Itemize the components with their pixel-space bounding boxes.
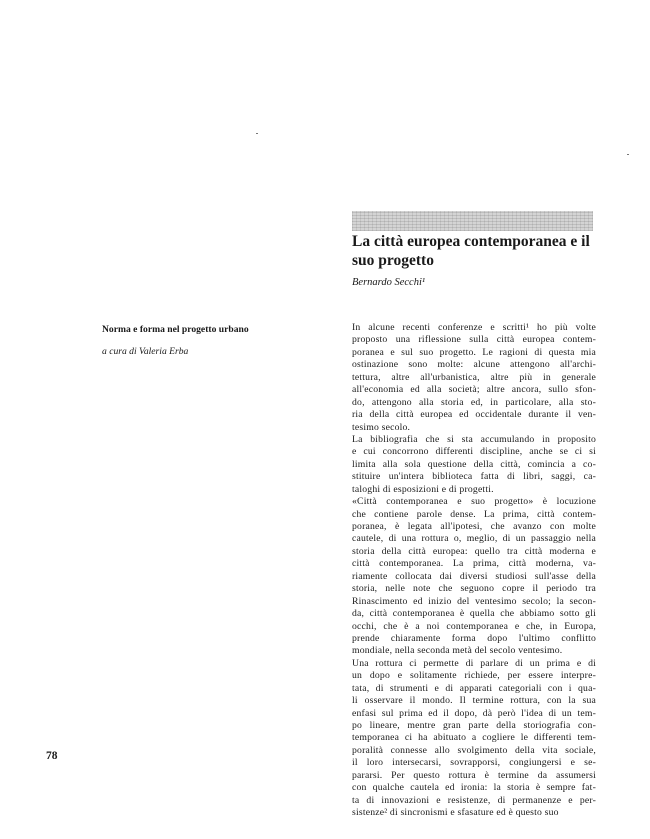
body-line: In alcune recenti conferenze e scritti¹ ho più volte <box>352 322 596 333</box>
section-title: Norma e forma nel progetto urbano <box>102 324 249 335</box>
body-line: po lineare, mentre gran parte della storiografia con- <box>352 720 596 731</box>
scan-speck <box>627 154 629 155</box>
article-body <box>352 322 596 820</box>
body-line: prende chiaramente forma dopo l'ultimo conflitto <box>352 632 596 644</box>
body-line: con qualche cautela ed ironia: la storia è sempre fat- <box>352 782 596 794</box>
body-line: do, attengono alla storia ed, in particolare, alla sto- <box>352 396 596 408</box>
body-line: poranea, è legata all'ipotesi, che avanzo con molte <box>352 521 596 532</box>
body-line: li osservare il mondo. Il termine rottura, con la sua <box>352 695 596 707</box>
body-line: tettura, altre all'urbanistica, altre più in generale <box>352 371 596 383</box>
body-line: stituire un'intera biblioteca fatta di libri, saggi, ca- <box>352 471 596 483</box>
body-line: tata, di strumenti e di apparati categoriali con i qua- <box>352 682 596 694</box>
body-line: occhi, che è a noi contemporanea e che, in Europa, <box>352 620 596 632</box>
body-line: sistenze² di sincronismi e sfasature ed è questo suo <box>352 807 559 819</box>
body-line: proposto una riflessione sulla città europea contem- <box>352 334 596 346</box>
body-line: La bibliografia che si sta accumulando in proposito <box>352 433 596 445</box>
body-line: «Città contemporanea e suo progetto» è locuzione <box>352 496 596 508</box>
body-line: storia della città europea: quello tra città moderna e <box>352 545 596 557</box>
body-line: all'economia ed alla società; altre ancora, sullo sfon- <box>352 384 596 396</box>
body-line: poranea e sul suo progetto. Le ragioni di questa mia <box>352 346 596 358</box>
section-editor: a cura di Valeria Erba <box>102 346 189 357</box>
body-line: poralità connesse allo svolgimento della vita sociale, <box>352 744 596 756</box>
body-line: limita alla sola questione della città, comincia a co- <box>352 458 596 470</box>
body-line: da, città contemporanea è quella che abbiamo sotto gli <box>352 608 596 620</box>
title-decorative-band <box>352 211 593 231</box>
body-line: ria della città europea ed occidentale durante il ven- <box>352 409 596 421</box>
body-line: Rinascimento ed inizio del ventesimo secolo; la secon- <box>352 595 596 607</box>
article-title: La città europea contemporanea e il suo progetto <box>352 233 590 269</box>
scan-speck <box>256 133 258 134</box>
body-line: cautele, di una rottura o, meglio, di un passaggio nella <box>352 533 596 545</box>
body-line: riamente collocata dai diversi studiosi sull'asse della <box>352 570 596 582</box>
body-line: temporanea ci ha abituato a cogliere le differenti tem- <box>352 732 596 744</box>
body-line: mondiale, nella seconda metà del secolo ventesimo. <box>352 645 563 657</box>
body-line: ostinazione sono molte: alcune attengono all'archi- <box>352 359 596 371</box>
body-line: che contiene parole dense. La prima, città contem- <box>352 508 596 520</box>
body-line: taloghi di esposizioni e di progetti. <box>352 483 494 495</box>
page-number: 78 <box>46 750 58 762</box>
body-line: storia, nelle note che seguono copre il periodo tra <box>352 583 596 595</box>
body-line: enfasi sul prima ed il dopo, dà però l'idea di un tem- <box>352 707 596 719</box>
body-line: il loro intersecarsi, sovrapporsi, congiungersi e se- <box>352 757 596 769</box>
article-author: Bernardo Secchi¹ <box>352 277 426 288</box>
body-line: ta di innovazioni e resistenze, di permanenze e per- <box>352 794 596 806</box>
body-line: un dopo e solitamente richiede, per essere interpre- <box>352 670 596 682</box>
body-line: città contemporanea. La prima, città moderna, va- <box>352 558 596 570</box>
body-line: Una rottura ci permette di parlare di un prima e di <box>352 657 596 669</box>
body-line: tesimo secolo. <box>352 421 411 433</box>
body-line: pararsi. Per questo rottura è termine da assumersi <box>352 769 596 781</box>
body-line: e cui concorrono differenti discipline, anche se ci si <box>352 446 596 458</box>
